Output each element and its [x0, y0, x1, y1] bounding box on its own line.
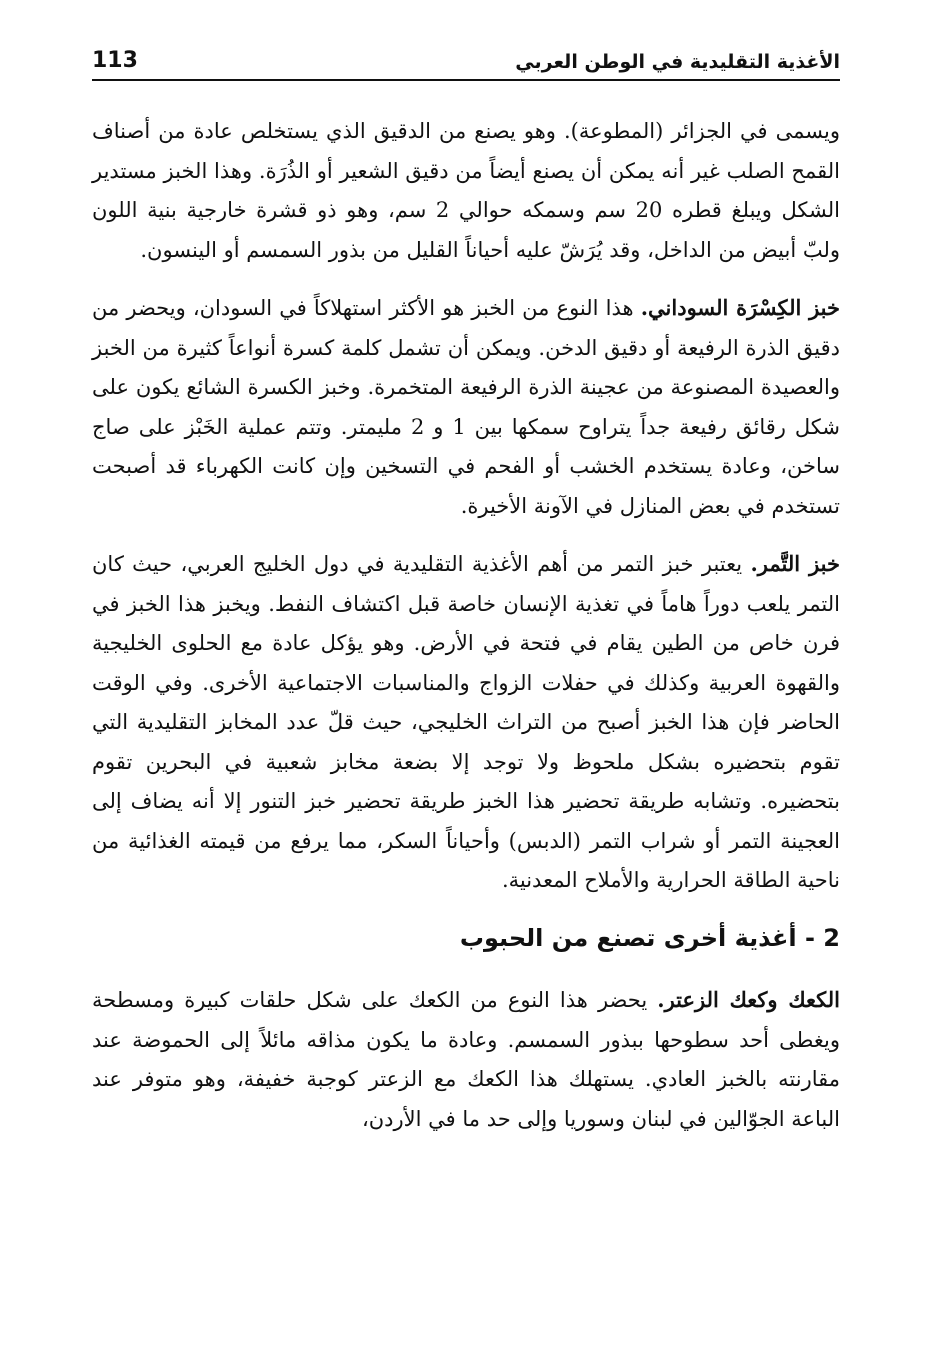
running-title: الأغذية التقليدية في الوطن العربي [515, 51, 840, 73]
page-number: 113 [92, 48, 138, 73]
page-body [92, 111, 840, 1139]
paragraph-kisra-bread [92, 288, 840, 526]
paragraph-text: هذا النوع من الخبز هو الأكثر استهلاكاً في السودان، ويحضر من دقيق الذرة الرفيعة أو دقيق الدخن. ويمكن أن تشمل كلمة كسرة أنواعاً كثيرة من الخبز والعصيدة المصنوعة من عجينة الذرة الرفيعة المتخمرة. وخبز الكسرة الشائع يكون على شكل رقائق رفيعة جداً يتراوح سمكها بين 1 و 2 مليمتر. وتتم عملية الخَبْز على صاج ساخن، وعادة يستخدم الخشب أو الفحم في التسخين وإن كانت الكهرباء قد أصبحت تستخدم في بعض المنازل في الآونة الأخيرة. [92, 296, 840, 518]
paragraph-date-bread [92, 544, 840, 901]
paragraph-lead: خبز الكِسْرَة السوداني. [640, 295, 840, 320]
paragraph-lead: خبز التَّمر. [750, 551, 840, 576]
paragraph-kaak [92, 980, 840, 1139]
paragraph-text: ويسمى في الجزائر (المطوعة). وهو يصنع من الدقيق الذي يستخلص عادة من أصناف القمح الصلب غير أنه يمكن أن يصنع أيضاً من دقيق الشعير أو الذُرَة. وهذا الخبز مستدير الشكل ويبلغ قطره 20 سم وسمكه حوالي 2 سم، وهو ذو قشرة خارجية بنية اللون ولبّ أبيض من الداخل، وقد يُرَشّ عليه أحياناً القليل من بذور السمسم أو الينسون. [92, 119, 840, 262]
paragraph-text: يحضر هذا النوع من الكعك على شكل حلقات كبيرة ومسطحة ويغطى أحد سطوحها ببذور السمسم. وعادة ما يكون مذاقه مائلاً إلى الحموضة عند مقارنته بالخبز العادي. يستهلك هذا الكعك مع الزعتر كوجبة خفيفة، وهو متوفر عند الباعة الجوّالين في لبنان وسوريا وإلى حد ما في الأردن، [92, 988, 840, 1131]
paragraph-bread-continued [92, 111, 840, 270]
section-heading: 2 - أغذية أخرى تصنع من الحبوب [459, 923, 840, 952]
page-header [92, 48, 840, 81]
paragraph-lead: الكعك وكعك الزعتر. [657, 987, 840, 1012]
paragraph-text: يعتبر خبز التمر من أهم الأغذية التقليدية في دول الخليج العربي، حيث كان التمر يلعب دوراً هاماً في تغذية الإنسان خاصة قبل اكتشاف النفط. ويخبز هذا الخبز في فرن خاص من الطين يقام في فتحة في الأرض. وهو يؤكل عادة مع الحلوى الخليجية والقهوة العربية وكذلك في حفلات الزواج والمناسبات الاجتماعية الأخرى. وفي الوقت الحاضر فإن هذا الخبز أصبح من التراث الخليجي، حيث قلّ عدد المخابز التقليدية التي تقوم بتحضيره بشكل ملحوظ ولا توجد إلا بضعة مخابز شعبية في البحرين تقوم بتحضيره. وتشابه طريقة تحضير هذا الخبز طريقة تحضير خبز التنور إلا أنه يضاف إلى العجينة التمر أو شراب التمر (الدبس) وأحياناً السكر، مما يرفع من قيمته الغذائية من ناحية الطاقة الحرارية والأملاح المعدنية. [92, 552, 840, 892]
